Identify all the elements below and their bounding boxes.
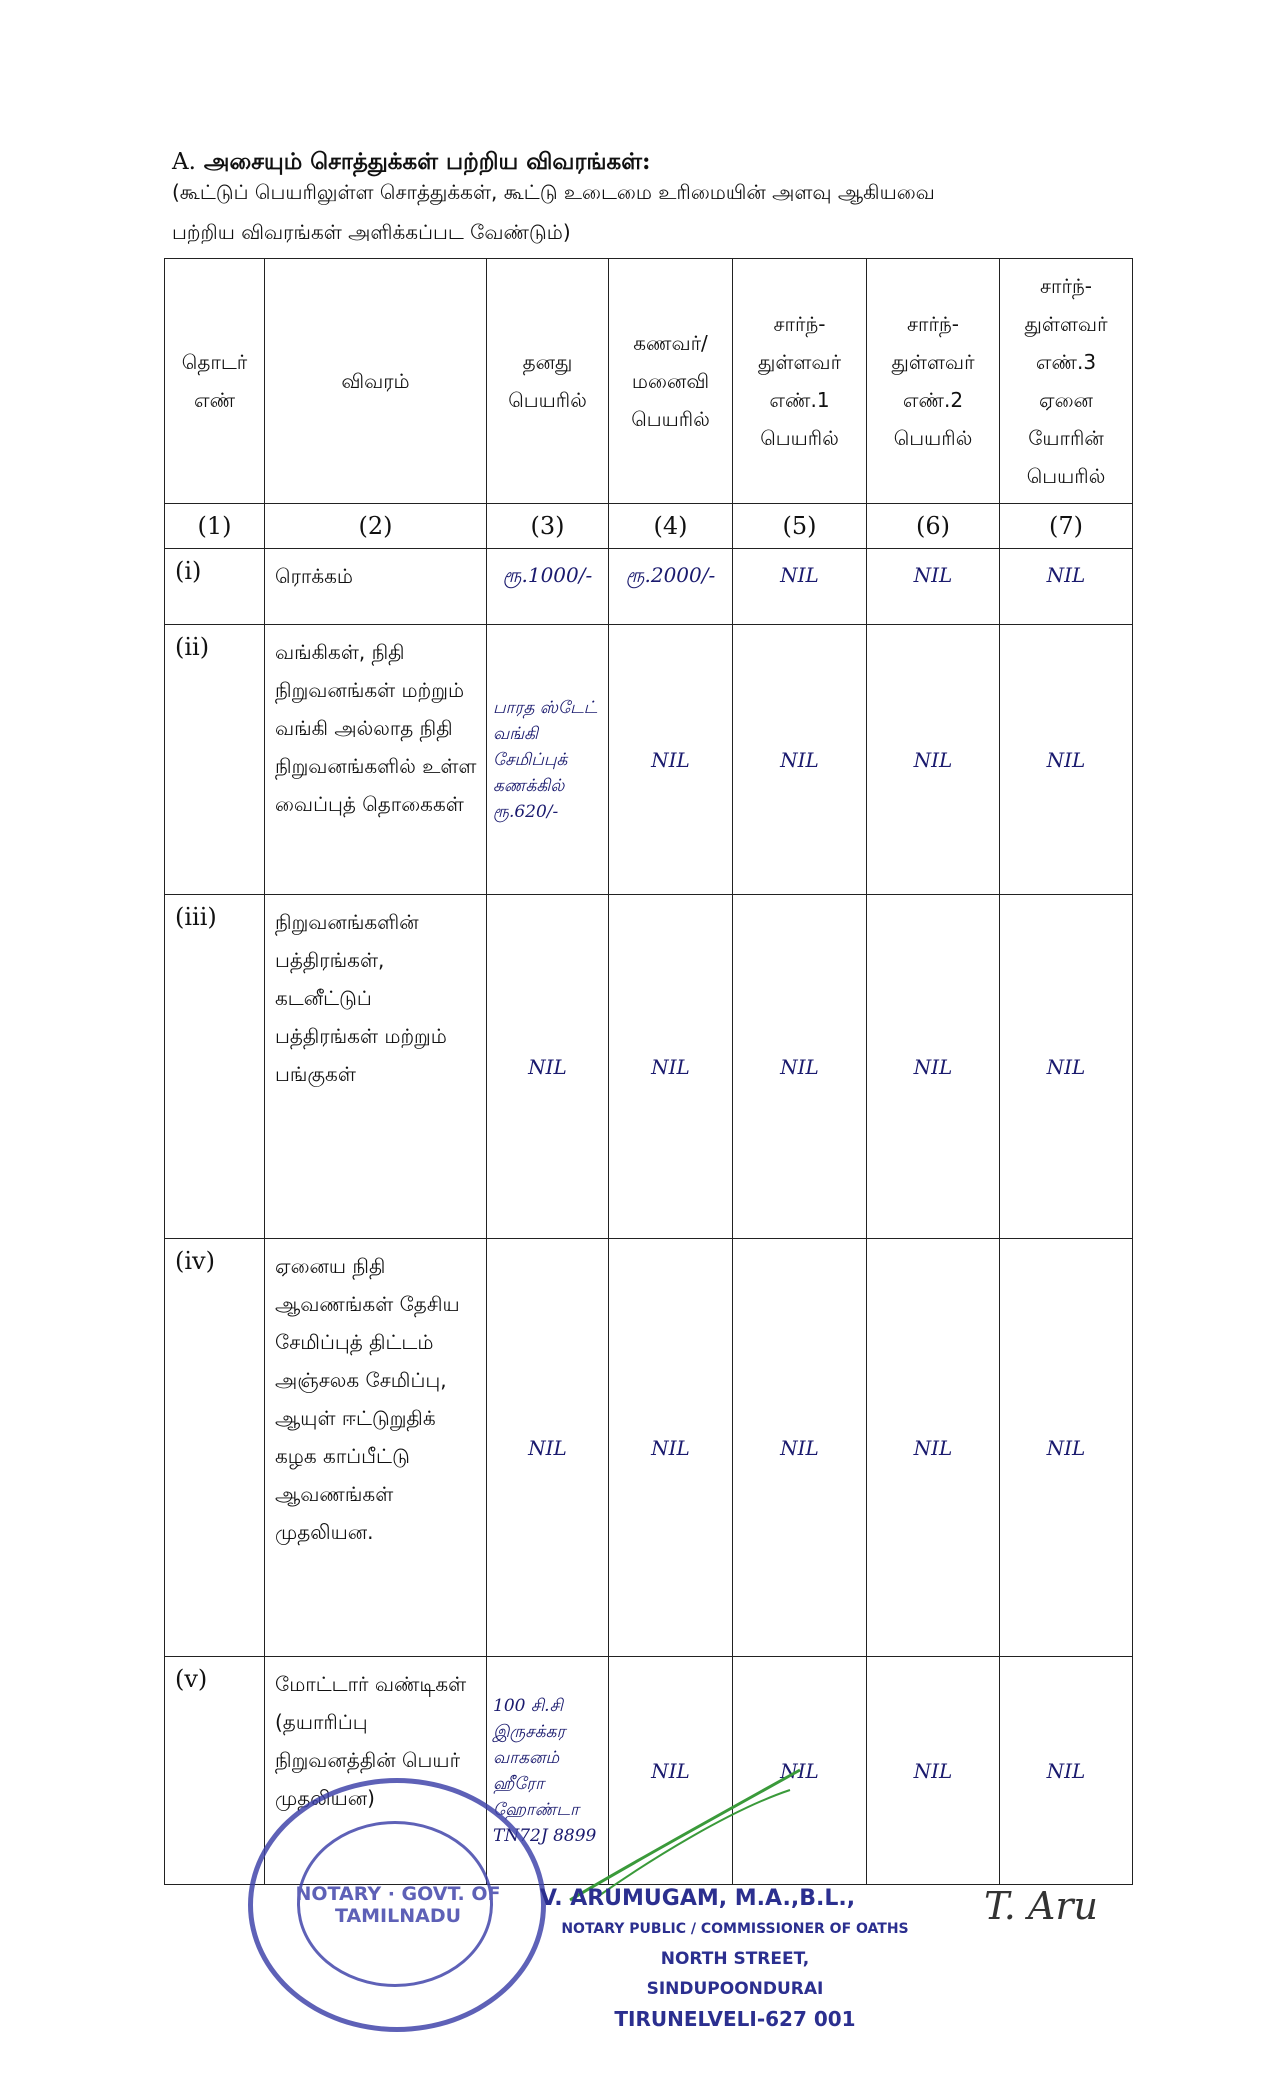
spouse-value: NIL xyxy=(609,625,733,895)
header-description: விவரம் xyxy=(265,259,487,504)
self-value: பாரத ஸ்டேட் வங்கி சேமிப்புக் கணக்கில் ரூ.620/- xyxy=(487,625,609,895)
dependent-3-value: NIL xyxy=(1000,1239,1133,1657)
column-number: (1) xyxy=(165,504,265,549)
row-description: ரொக்கம் xyxy=(265,549,487,625)
table-row xyxy=(165,895,1133,1239)
row-serial: (iii) xyxy=(165,895,265,1239)
column-number: (6) xyxy=(867,504,1000,549)
header-dependent-3: சார்ந்- துள்ளவர் எண்.3 ஏனை யோரின் பெயரில் xyxy=(1000,259,1133,504)
dependent-2-value: NIL xyxy=(867,625,1000,895)
column-number: (3) xyxy=(487,504,609,549)
column-number: (4) xyxy=(609,504,733,549)
dependent-2-value: NIL xyxy=(867,1657,1000,1885)
dependent-3-value: NIL xyxy=(1000,625,1133,895)
table-header-row xyxy=(165,259,1133,504)
dependent-1-value: NIL xyxy=(733,625,867,895)
notary-street: NORTH STREET, xyxy=(660,1949,810,1969)
header-serial-no: தொடர் எண் xyxy=(165,259,265,504)
dependent-2-value: NIL xyxy=(867,895,1000,1239)
notary-seal-ring-text: NOTARY · GOVT. OF TAMILNADU xyxy=(295,1883,501,1927)
notary-town: SINDUPOONDURAI xyxy=(646,1979,824,1999)
section-heading xyxy=(172,148,650,178)
spouse-value: NIL xyxy=(609,895,733,1239)
dependent-2-value: NIL xyxy=(867,1239,1000,1657)
row-description: நிறுவனங்களின் பத்திரங்கள், கடனீட்டுப் பத்திரங்கள் மற்றும் பங்குகள் xyxy=(265,895,487,1239)
self-value: NIL xyxy=(487,1239,609,1657)
section-letter: A. xyxy=(172,149,196,175)
header-self: தனது பெயரில் xyxy=(487,259,609,504)
header-spouse: கணவர்/ மனைவி பெயரில் xyxy=(609,259,733,504)
self-value: 100 சி.சி இருசக்கர வாகனம் ஹீரோ ஹோண்டா TN72J 8899 xyxy=(487,1657,609,1885)
spouse-value: NIL xyxy=(609,1239,733,1657)
table-row xyxy=(165,549,1133,625)
spouse-value: ரூ.2000/- xyxy=(609,549,733,625)
section-title: அசையும் சொத்துக்கள் பற்றிய விவரங்கள்: xyxy=(203,148,651,175)
column-number-row xyxy=(165,504,1133,549)
column-number: (5) xyxy=(733,504,867,549)
table-row xyxy=(165,1239,1133,1657)
notary-name: V. ARUMUGAM, M.A.,B.L., xyxy=(540,1886,856,1911)
self-value: ரூ.1000/- xyxy=(487,549,609,625)
dependent-1-value: NIL xyxy=(733,1657,867,1885)
dependent-1-value: NIL xyxy=(733,1239,867,1657)
row-description: வங்கிகள், நிதி நிறுவனங்கள் மற்றும் வங்கி அல்லாத நிதி நிறுவனங்களில் உள்ள வைப்புத் தொகைகள் xyxy=(265,625,487,895)
notary-city: TIRUNELVELI-627 001 xyxy=(614,2007,856,2031)
header-dependent-1: சார்ந்- துள்ளவர் எண்.1 பெயரில் xyxy=(733,259,867,504)
column-number: (2) xyxy=(265,504,487,549)
dependent-2-value: NIL xyxy=(867,549,1000,625)
header-dependent-2: சார்ந்- துள்ளவர் எண்.2 பெயரில் xyxy=(867,259,1000,504)
section-note-line-1: (கூட்டுப் பெயரிலுள்ள சொத்துக்கள், கூட்டு உடைமை உரிமையின் அளவு ஆகியவை xyxy=(172,180,935,204)
signature: T. Aru xyxy=(984,1884,1098,1928)
dependent-3-value: NIL xyxy=(1000,549,1133,625)
dependent-1-value: NIL xyxy=(733,895,867,1239)
column-number: (7) xyxy=(1000,504,1133,549)
dependent-3-value: NIL xyxy=(1000,1657,1133,1885)
dependent-1-value: NIL xyxy=(733,549,867,625)
self-value: NIL xyxy=(487,895,609,1239)
section-note-line-2: பற்றிய விவரங்கள் அளிக்கப்பட வேண்டும்) xyxy=(172,220,571,244)
row-serial: (v) xyxy=(165,1657,265,1885)
row-description: மோட்டார் வண்டிகள் (தயாரிப்பு நிறுவனத்தின் பெயர் முதலியன) xyxy=(265,1657,487,1885)
row-serial: (iv) xyxy=(165,1239,265,1657)
row-serial: (ii) xyxy=(165,625,265,895)
notary-title: NOTARY PUBLIC / COMMISSIONER OF OATHS xyxy=(561,1921,909,1937)
spouse-value: NIL xyxy=(609,1657,733,1885)
notary-address-stamp xyxy=(540,1884,930,2034)
dependent-3-value: NIL xyxy=(1000,895,1133,1239)
row-serial: (i) xyxy=(165,549,265,625)
notary-seal xyxy=(248,1778,546,2032)
table-row xyxy=(165,625,1133,895)
movable-assets-table xyxy=(164,258,1133,1885)
row-description: ஏனைய நிதி ஆவணங்கள் தேசிய சேமிப்புத் திட்டம் அஞ்சலக சேமிப்பு, ஆயுள் ஈட்டுறுதிக் கழக காப்பீட்டு ஆவணங்கள் முதலியன. xyxy=(265,1239,487,1657)
